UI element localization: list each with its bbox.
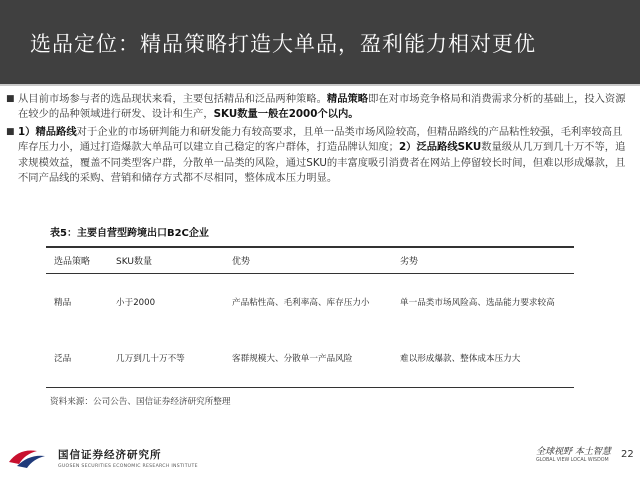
table-title: 表5：主要自营型跨境出口B2C企业 — [50, 228, 209, 239]
cell-advantages: 客群规模大、分散单一产品风险 — [224, 330, 392, 387]
table-row — [46, 330, 574, 387]
data-source-note: 资料来源：公司公告、国信证券经济研究所整理 — [50, 396, 231, 407]
selection-strategy-table — [46, 248, 574, 388]
footer-brand — [58, 447, 198, 469]
bullet-text: 即在对市场竞争格局和消费需求分析的基础上，投入资源在较少的品种领域进行研发、设计和生产， — [18, 93, 626, 121]
bullet-item-routes — [6, 125, 632, 187]
page-number: 22 — [621, 449, 634, 460]
brand-name: 国信证券经济研究所 — [58, 449, 162, 461]
bullet-bold-text: 精品策略 — [326, 93, 369, 105]
title-bar — [0, 0, 640, 84]
brand-name-english: GUOSEN SECURITIES ECONOMIC RESEARCH INSTITUTE — [58, 464, 198, 469]
bullet-text: 从目前市场参与者的选品现状来看，主要包括精品和泛品两种策略。 — [18, 93, 327, 105]
guosen-logo-icon — [7, 446, 47, 470]
header-disadvantages: 劣势 — [392, 248, 574, 273]
bullet-item-strategy — [6, 92, 632, 123]
bullet-text: 对于企业的市场研判能力和研发能力有较高要求，且单一品类市场风险较高，但精品路线的产品粘性较强，毛利率较高且库存压力小，通过打造爆款大单品可以建立自己稳定的客户群体，打造品牌认知度； — [18, 125, 623, 154]
bullet-list — [6, 92, 632, 186]
header-sku-count: SKU数量 — [108, 248, 224, 273]
square-bullet-icon: ■ — [6, 126, 15, 137]
cell-advantages: 产品粘性高、毛利率高、库存压力小 — [232, 297, 370, 308]
table-header-row — [46, 248, 574, 273]
title-divider — [0, 84, 640, 86]
cell-disadvantages: 单一品类市场风险高、选品能力要求较高 — [400, 297, 555, 308]
cell-disadvantages: 难以形成爆款、整体成本压力大 — [392, 330, 574, 387]
bullet-text: 数量级从几万到几十万不等，追求规模效益，覆盖不同类型客户群，分散单一品类的风险，通过SKU的丰富度吸引消费者在网站上停留较长时间，但难以形成爆款，且不同产品线的采购、营销和储存方式都不尽相同，整体成本压力明显。 — [18, 141, 626, 185]
slogan-text-english: GLOBAL VIEW LOCAL WISDOM — [536, 458, 609, 463]
bullet-bold-text: 2）泛品路线SKU — [398, 141, 482, 154]
cell-sku-count: 几万到几十万不等 — [108, 330, 224, 387]
footer-slogan — [536, 444, 611, 463]
bullet-bold-text: SKU数量一般在2000个以内。 — [213, 108, 359, 121]
slide-title: 选品定位：精品策略打造大单品，盈利能力相对更优 — [30, 32, 536, 56]
cell-strategy: 泛品 — [46, 330, 108, 387]
square-bullet-icon: ■ — [6, 94, 15, 104]
cell-sku-count: 小于2000 — [116, 297, 156, 308]
table-row — [46, 273, 574, 330]
bullet-bold-text: 1）精品路线 — [18, 125, 77, 138]
header-advantages: 优势 — [224, 248, 392, 273]
slogan-text: 全球视野 本土智慧 — [536, 447, 611, 457]
header-strategy: 选品策略 — [46, 248, 108, 273]
cell-strategy: 精品 — [54, 297, 72, 308]
b2c-table-section — [46, 219, 574, 414]
